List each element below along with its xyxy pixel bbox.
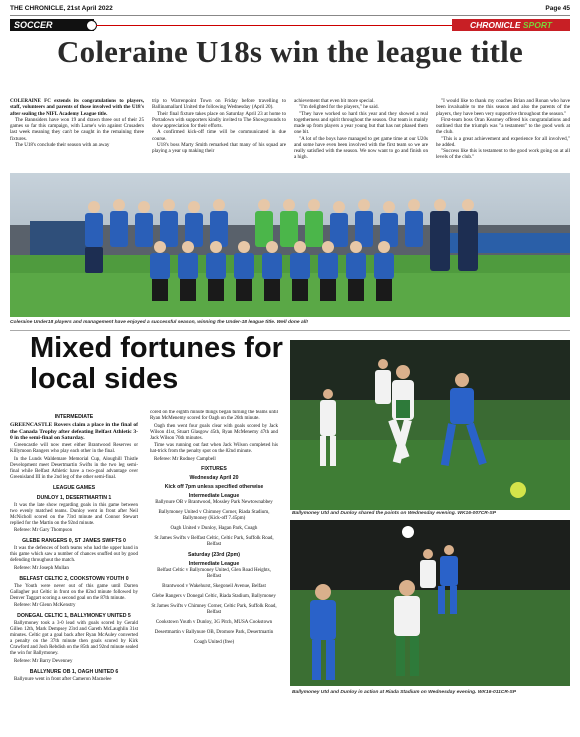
fixture-item: Ballynure OB v Brantwood, Mossley Park Newtownabbey	[155, 499, 273, 505]
section-tag-chronicle: CHRONICLE	[469, 20, 521, 30]
fixtures-league: Intermediate League	[188, 492, 240, 499]
photo-caption: Ballymoney Utd and Dunloy shared the points on Wednesday evening. WK16-007CR-SP	[292, 511, 496, 516]
fixture-item: Oagh United v Dunloy, Hagan Park, Coagh	[170, 525, 258, 531]
article-paragraph: U18's boss Marty Smith remarked that many of his squad are playing a year up making their	[152, 141, 286, 154]
photo-caption: Ballymoney Utd and Dunloy in action at Riada Stadium on Wednesday evening. WK16-011CR-SP	[292, 690, 517, 695]
article-column-2	[152, 98, 286, 172]
publication-date: THE CHRONICLE, 21st April 2022	[10, 5, 113, 12]
article-paragraph: The Bannsiders have won 19 and drawn three out of their 25 games so far this campaign, with Larne's win against Crusaders last week meaning they can't be caught in the remaining three fixtures.	[10, 116, 144, 142]
article-lead: COLERAINE FC extends its congratulations to players, staff, volunteers and parents of those involved with the U18's after sealing the NIFL Academy League title.	[10, 98, 144, 117]
match-report: It was the defences of both teams who had the upper hand in this game which saw a number of chances snuffed out by good defending throughout the match.	[10, 546, 138, 564]
referee: Referee: Mr Gary Thompson	[14, 528, 73, 534]
fixture-item: Cookstown Youth v Dunloy, 3G Pitch, MUSA Cookstown	[155, 619, 273, 625]
subheading: INTERMEDIATE	[54, 414, 94, 420]
match-report: Ballynure went in front after Cameron Macnelee	[14, 676, 112, 682]
article-paragraph: In the Lunds Waldemare Memorial Cup, Aloughill Thistle Development meet Desertmartin Swifts in the two leg semi-final while Belfast Athletic have a two-goal advantage over Greenisland III in the 2nd leg of the other semi-final.	[10, 456, 138, 480]
referee: Referee: Mr Rodney Campbell	[154, 456, 216, 462]
article-paragraph: Their final fixture takes place on Saturday April 23 at home to Portadown with supporters kindly invited to The Showgrounds to show appreciation for their efforts.	[152, 110, 286, 129]
subheading: LEAGUE GAMES	[52, 484, 96, 491]
article-paragraph: "I would like to thank my coaches Brian and Ronan who have been invaluable to me this season and also the parents of the players, they have been very supportive throughout the season."	[436, 98, 570, 117]
page-header	[10, 3, 570, 14]
article-paragraph: "I'm delighted for the players," he said.	[299, 104, 379, 111]
article-paragraph: The U18's conclude their season with an away	[15, 141, 110, 148]
fixture-item: St James Swifts v Belfast Celtic, Celtic Park, Suffolk Road, Belfast	[154, 535, 274, 547]
fixture-item: Coagh United (free)	[193, 639, 235, 645]
section-divider	[10, 330, 570, 331]
match-report: It was the late show regarding goals in this game between two evenly matched teams. Dunloy went in front after Neil McNicholl scored on the 73rd minute and Connor Stewart replied for the Martin on the 92nd minute.	[10, 502, 138, 526]
match-heading: BALLYNURE OB 1, OAGH UNITED 6	[29, 668, 119, 675]
header-rule	[10, 15, 570, 16]
referee: Referee: Mr Joseph Mullan	[14, 565, 69, 571]
section-tag-chronicle-sport	[452, 19, 570, 31]
photo-caption: Coleraine Under18 players and management have enjoyed a successful season, winning the Under-18 league title. Well done all!	[10, 320, 309, 325]
article-column-3	[294, 98, 428, 172]
match-photo-1	[290, 340, 570, 510]
article-headline: Mixed fortunes for local sides	[30, 332, 283, 395]
match-heading: DUNLOY 1, DESERTMARTIN 1	[36, 494, 112, 501]
team-photo	[10, 173, 570, 317]
section-tag-soccer: SOCCER	[10, 19, 94, 31]
article-lead: GREENCASTLE Rovers claim a place in the final of the Canada Trophy after defeating Belfast Athletic 3-0 in the semi-final on Saturday.	[10, 422, 138, 442]
section-rule	[96, 25, 452, 26]
match-report: The Youth were never out of this game until Darren Gallagher put Celtic in front on the 82nd minute followed by Denver Taggart scoring a second goal on the 87th minute.	[10, 583, 138, 601]
match-heading: BELFAST CELTIC 2, COOKSTOWN YOUTH 0	[19, 575, 129, 582]
article-paragraph: Oagh then went four goals clear with goals scored by Jack Wilson 41st, Stuart Glasgow 45th, Ryan McMenemy 47th and Jack Wilson 76th minutes.	[150, 423, 278, 441]
section-tag-sport: SPORT	[522, 20, 553, 30]
fixture-item: Desertmartin v Ballynure OB, Dromore Park, Desertmartin	[154, 629, 274, 635]
fixtures-heading: FIXTURES	[201, 465, 227, 472]
fixture-item: Ballymoney United v Chimney Corner, Riada Stadium, Ballymoney (Kick-off 7.45pm)	[158, 509, 270, 521]
article-paragraph: "Success like this is testament to the good work going on at all levels of the club."	[436, 148, 570, 161]
match-heading: GLEBE RANGERS 0, ST JAMES SWIFTS 0	[22, 538, 126, 545]
article-body	[10, 98, 570, 172]
match-report: Ballymoney took a 3-0 lead with goals scored by Gerald Gillen 12th, Mark Dempsey 23rd and Gareth McLaughlin 31st minutes. Celtic got a goal back after Ryan McAuley converted a penalty on the 37th minute then goals scored by Kirk Crawford and Josh Rebdish on the 85th and 92nd minute sealed the win for Ballymoney.	[10, 621, 138, 657]
article-column-middle	[150, 410, 278, 730]
fixture-item: Glebe Rangers v Donegal Celtic, Riada Stadium, Ballymoney	[152, 593, 276, 599]
article-paragraph: "This is a great achievement and experience for all involved," he added.	[436, 135, 570, 148]
article-paragraph: "They have worked so hard this year and they showed a real togetherness and spirit throughout the season. Our team is mainly made up from players a year young but that has not phased them one bit.	[294, 110, 428, 136]
article-paragraph: First-team boss Oran Kearney offered his congratulations and outlined that the triumph was "a testament" to the good work at the club.	[436, 116, 570, 136]
fixtures-kickoff-note: Kick off 7pm unless specified otherwise	[164, 483, 264, 490]
article-column-4	[436, 98, 570, 172]
article-paragraph: Time was running out fast when Jack Wilson completed his hat-trick from the penalty spot on the 82nd minute.	[150, 443, 278, 454]
article-paragraph: achievement that even bit more special.	[294, 98, 375, 104]
article-paragraph: Greencastle will now meet either Brantwood Reserves or Killymoon Rangers who play each other in the final.	[10, 443, 138, 455]
article-paragraph: trip to Warrenpoint Town on Friday before travelling to Ballinamallard United the following Wednesday (April 20).	[152, 98, 286, 111]
referee: Referee: Mr Glenn McKenstry	[14, 603, 76, 609]
article-column-left	[10, 410, 138, 730]
article-paragraph: cored on the eighth minute things began turning the teams until Ryan McMenemy scored for Oagh on the 26th minute.	[150, 410, 278, 421]
match-heading: DONEGAL CELTIC 1, BALLYMONEY UNITED 5	[17, 613, 131, 620]
fixtures-league: Intermediate League	[188, 560, 240, 567]
article-column-1	[10, 98, 144, 172]
fixture-item: Brantwood v Wakehurst, Skegoneil Avenue, Belfast	[162, 583, 266, 589]
article-paragraph: A confirmed kick-off time will be communicated in due course.	[152, 129, 286, 142]
fixtures-date: Saturday (23rd (2pm)	[188, 551, 240, 558]
article-paragraph: "A lot of the boys have managed to get game time at our U20s and some have even been involved with the first team so we are really satisfied with the season. We now want to go and finish on a high.	[294, 135, 428, 161]
referee: Referee: Mr Barry Devenney	[14, 658, 73, 664]
match-photo-2	[290, 520, 570, 686]
fixture-item: St James Swifts v Chimney Corner, Celtic Park, Suffolk Road, Belfast	[151, 603, 277, 615]
fixtures-date: Wednesday April 20	[189, 474, 239, 481]
page-number: Page 45	[545, 5, 570, 12]
article-headline: Coleraine U18s win the league title	[57, 34, 523, 69]
fixture-item: Belfast Celtic v Ballymoney United, Glen Road Heights, Belfast	[157, 567, 271, 579]
